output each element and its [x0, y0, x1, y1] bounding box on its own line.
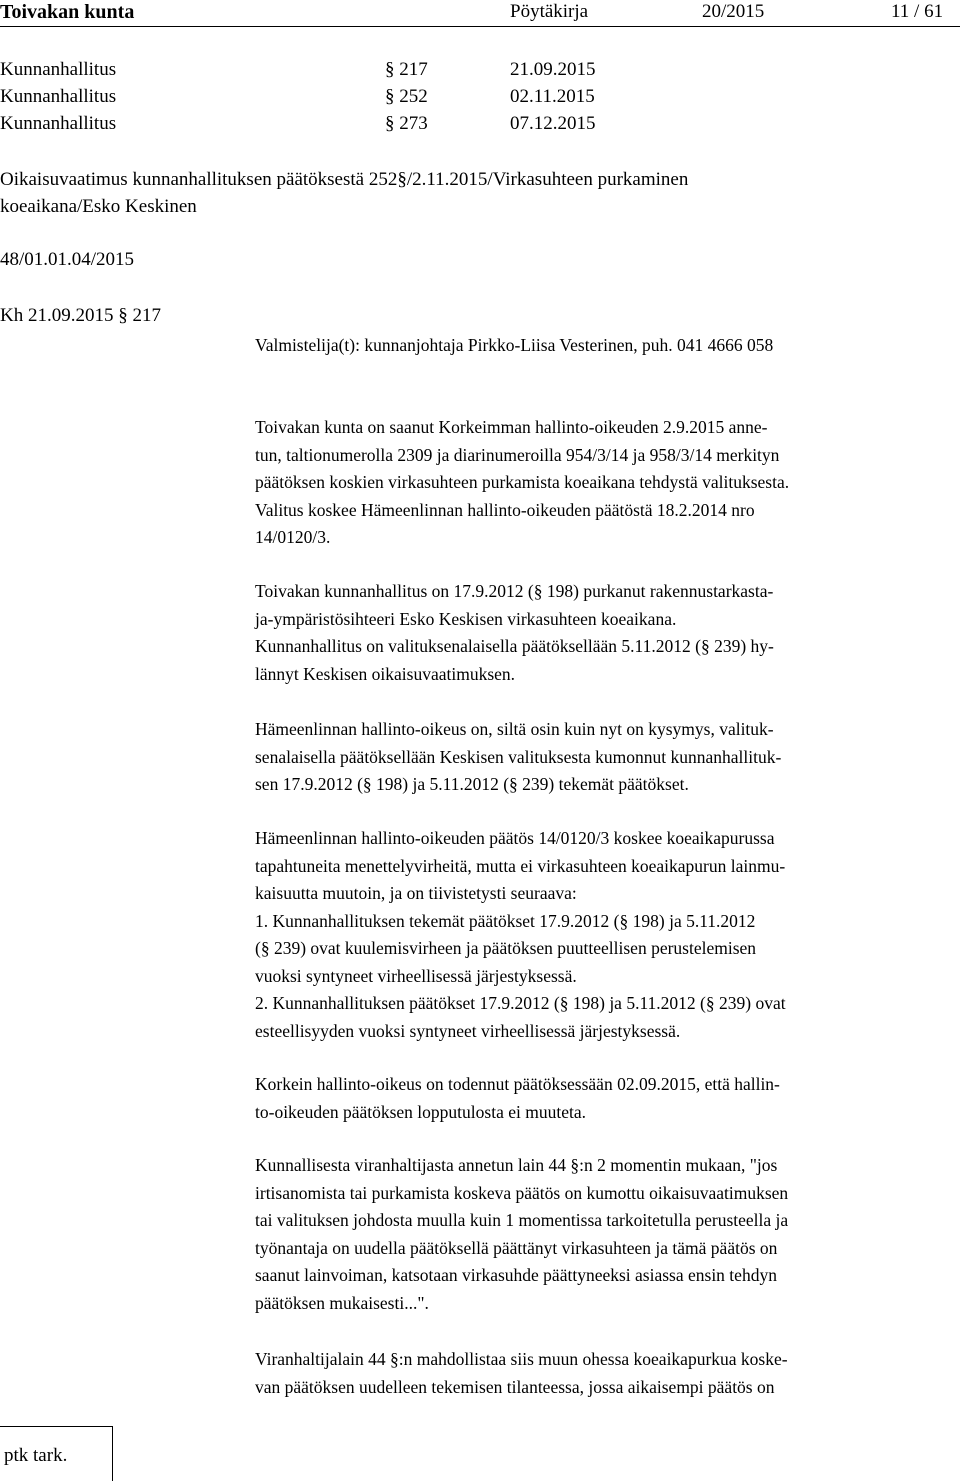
review-label: ptk tark. [4, 1445, 68, 1466]
text-line: Kunnallisesta viranhaltijasta annetun lain 44 §:n 2 momentin mukaan, "jos [255, 1155, 778, 1175]
text-line: 2. Kunnanhallituksen päätökset 17.9.2012 (§ 198) ja 5.11.2012 (§ 239) ovat [255, 993, 786, 1013]
paragraph [255, 1152, 960, 1317]
text-line: to-oikeuden päätöksen lopputulosta ei muuteta. [255, 1101, 586, 1122]
doc-number: 20/2015 [702, 1, 765, 22]
text-line: 14/0120/3. [255, 527, 331, 547]
title-line: Oikaisuvaatimus kunnanhallituksen päätöksestä 252§/2.11.2015/Virkasuhteen purkaminen [0, 169, 689, 190]
text-line: vuoksi syntyneet virheellisessä järjestyksessä. [255, 965, 577, 986]
text-line: senalaisella päätöksellään Keskisen valituksesta kumonnut kunnanhallituk- [255, 746, 782, 767]
paragraph [255, 716, 960, 799]
paragraph [255, 825, 960, 1045]
text-line: päätöksen mukaisesti...". [255, 1292, 429, 1313]
page-header [0, 0, 960, 27]
kh-reference: Kh 21.09.2015 § 217 [0, 305, 161, 326]
text-line: irtisanomista tai purkamista koskeva päätös on kumottu oikaisuvaatimuksen [255, 1182, 789, 1203]
page-number: 11 / 61 [891, 1, 944, 22]
text-line: Hämeenlinnan hallinto-oikeuden päätös 14/0120/3 koskee koeaikapurussa [255, 828, 775, 848]
text-line: (§ 239) ovat kuulemisvirheen ja päätöksen puutteellisen perustelemisen [255, 938, 757, 958]
meeting-date: 07.12.2015 [510, 113, 596, 134]
record-id: 48/01.01.04/2015 [0, 249, 135, 270]
text-line: Toivakan kunta on saanut Korkeimman hallinto-oikeuden 2.9.2015 anne- [255, 417, 768, 437]
text-line: tapahtuneita menettelyvirheitä, mutta ei virkasuhteen koeaikapurun lainmu- [255, 855, 786, 876]
meeting-date: 02.11.2015 [510, 86, 595, 107]
text-line: Kunnanhallitus on valituksenalaisella päätöksellään 5.11.2012 (§ 239) hy- [255, 636, 774, 656]
review-box [0, 1426, 113, 1481]
meeting-body: Kunnanhallitus [0, 86, 117, 107]
preparer-line: Valmistelija(t): kunnanjohtaja Pirkko-Liisa Vesterinen, puh. 041 4666 058 [255, 335, 774, 355]
text-line: Valitus koskee Hämeenlinnan hallinto-oikeuden päätöstä 18.2.2014 nro [255, 499, 755, 520]
text-line: ja-ympäristösihteeri Esko Keskisen virkasuhteen koeaikana. [255, 608, 677, 629]
text-line: työnantaja on uudella päätöksellä päättänyt virkasuhteen ja tämä päätös on [255, 1237, 778, 1258]
title-line: koeaikana/Esko Keskinen [0, 196, 197, 217]
paragraph [255, 414, 960, 552]
org-name: Toivakan kunta [0, 1, 135, 23]
paragraph [255, 578, 960, 688]
text-line: sen 17.9.2012 (§ 198) ja 5.11.2012 (§ 239) tekemät päätökset. [255, 774, 689, 794]
text-line: kaisuutta muutoin, ja on tiivistetysti seuraava: [255, 883, 577, 903]
text-line: 1. Kunnanhallituksen tekemät päätökset 17.9.2012 (§ 198) ja 5.11.2012 [255, 910, 756, 931]
paragraph [255, 1346, 960, 1401]
doc-type: Pöytäkirja [510, 1, 589, 22]
text-line: van päätöksen uudelleen tekemisen tilanteessa, jossa aikaisempi päätös on [255, 1376, 775, 1397]
text-line: Hämeenlinnan hallinto-oikeus on, siltä osin kuin nyt on kysymys, valituk- [255, 719, 774, 739]
meeting-body: Kunnanhallitus [0, 59, 117, 80]
text-line: lännyt Keskisen oikaisuvaatimuksen. [255, 663, 516, 684]
text-line: saanut lainvoiman, katsotaan virkasuhde päättyneeksi asiassa ensin tehdyn [255, 1265, 777, 1285]
meeting-section: § 252 [385, 86, 428, 107]
text-line: tun, taltionumerolla 2309 ja diarinumeroilla 954/3/14 ja 958/3/14 merkityn [255, 444, 780, 465]
meeting-body: Kunnanhallitus [0, 113, 117, 134]
text-line: Korkein hallinto-oikeus on todennut päätöksessään 02.09.2015, että hallin- [255, 1074, 780, 1094]
meeting-date: 21.09.2015 [510, 59, 596, 80]
text-line: esteellisyyden vuoksi syntyneet virheellisessä järjestyksessä. [255, 1020, 681, 1041]
meeting-section: § 273 [385, 113, 428, 134]
meeting-section: § 217 [385, 59, 428, 80]
text-line: Viranhaltijalain 44 §:n mahdollistaa siis muun ohessa koeaikapurkua koske- [255, 1349, 788, 1369]
text-line: Toivakan kunnanhallitus on 17.9.2012 (§ 198) purkanut rakennustarkasta- [255, 581, 774, 601]
text-line: tai valituksen johdosta muulla kuin 1 momentissa tarkoitetulla perusteella ja [255, 1210, 789, 1230]
text-line: päätöksen koskien virkasuhteen purkamista koeaikana tehdystä valituksesta. [255, 472, 790, 492]
paragraph [255, 1071, 960, 1126]
